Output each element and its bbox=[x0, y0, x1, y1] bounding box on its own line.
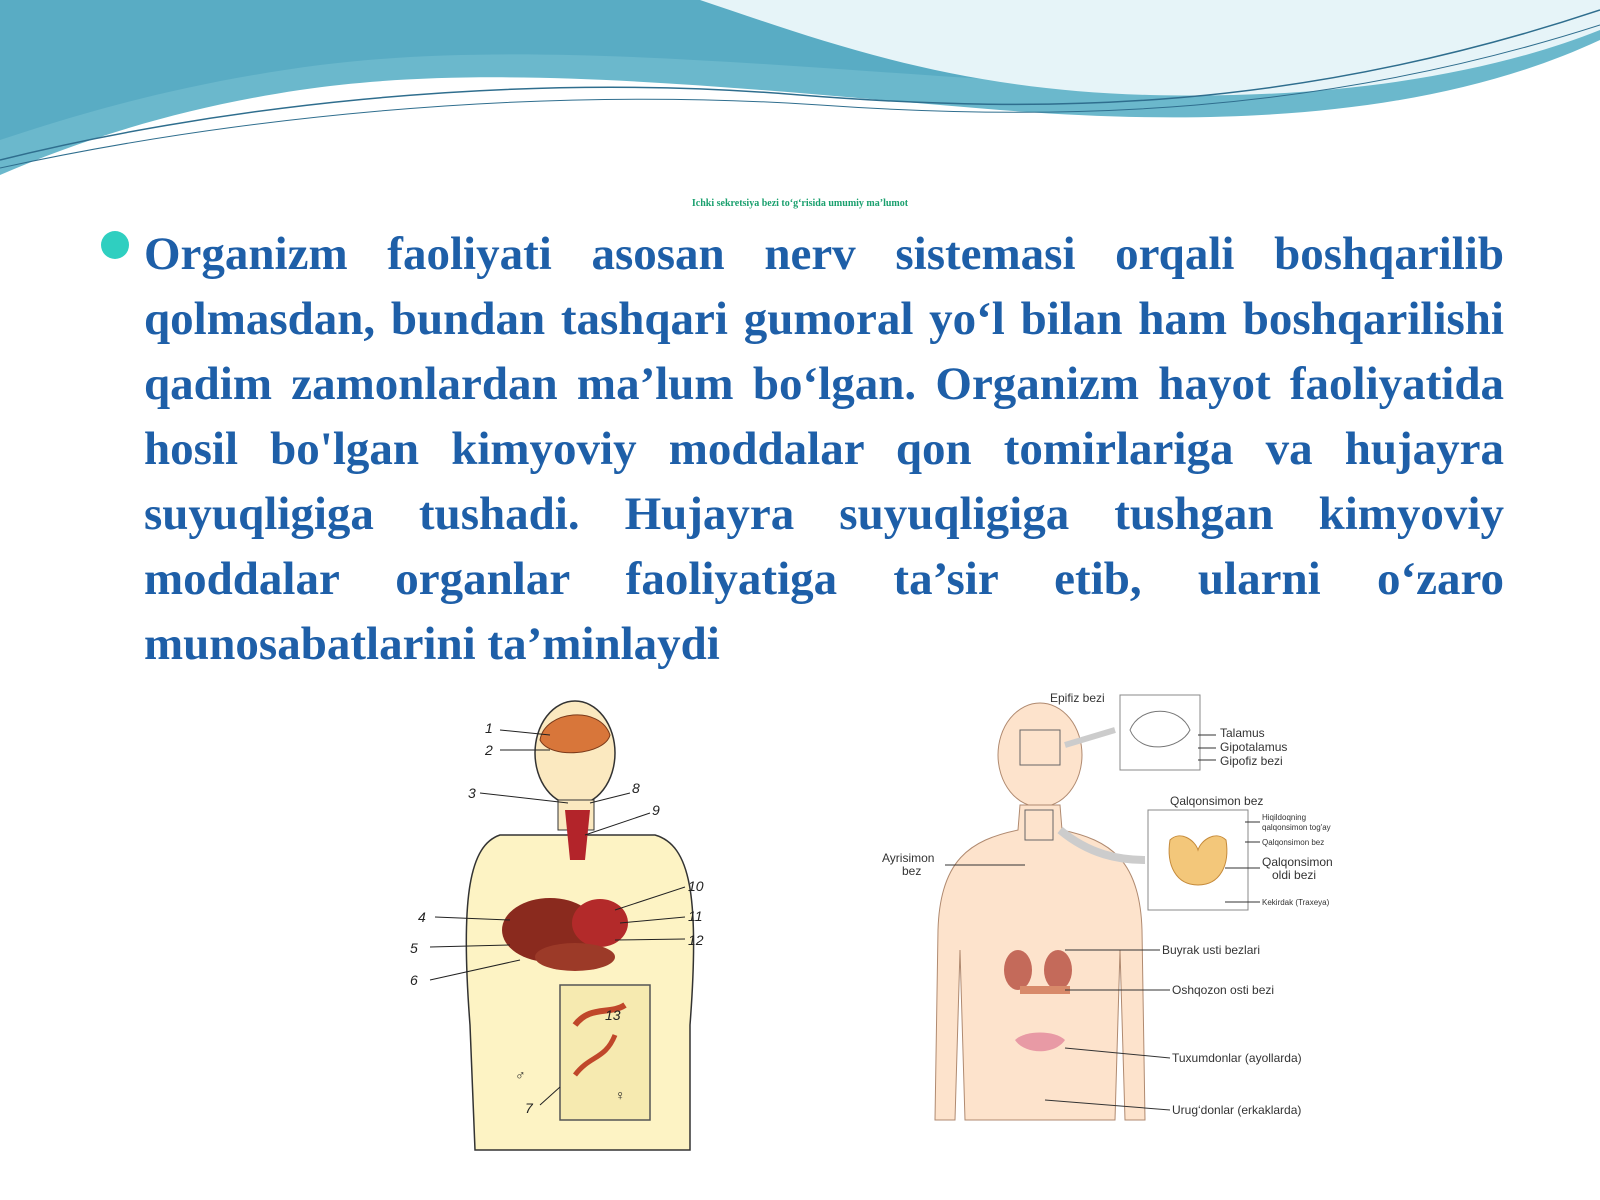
organ-number-11: 11 bbox=[688, 908, 703, 924]
female-symbol: ♀ bbox=[615, 1087, 626, 1103]
organ-number-8: 8 bbox=[632, 780, 640, 796]
body-organs-figure bbox=[400, 695, 730, 1155]
label-hiqildoq-2: qalqonsimon tog'ay bbox=[1262, 823, 1331, 832]
organ-number-1: 1 bbox=[485, 720, 493, 736]
label-ayrisimon-2: bez bbox=[902, 864, 922, 878]
label-kekirdak: Kekirdak (Traxeya) bbox=[1262, 898, 1330, 907]
organ-number-13: 13 bbox=[605, 1007, 621, 1023]
endocrine-glands-figure bbox=[880, 690, 1380, 1160]
label-gipofiz: Gipofiz bezi bbox=[1220, 754, 1283, 768]
bullet-icon bbox=[101, 231, 129, 259]
organ-number-7: 7 bbox=[525, 1100, 533, 1116]
label-buyrak: Buyrak usti bezlari bbox=[1162, 943, 1261, 957]
label-qalqon-oldi-2: oldi bezi bbox=[1272, 868, 1317, 882]
organ-number-3: 3 bbox=[468, 785, 476, 801]
label-tuxumdon: Tuxumdonlar (ayollarda) bbox=[1172, 1051, 1302, 1065]
label-qalqonsimon-small: Qalqonsimon bez bbox=[1262, 838, 1325, 847]
label-epifiz: Epifiz bezi bbox=[1050, 691, 1105, 705]
organ-number-10: 10 bbox=[688, 878, 704, 894]
organ-number-2: 2 bbox=[485, 742, 493, 758]
label-talamus: Talamus bbox=[1220, 726, 1265, 740]
label-urugdon: Urug‘donlar (erkaklarda) bbox=[1172, 1103, 1302, 1117]
organ-number-5: 5 bbox=[410, 940, 418, 956]
organ-number-9: 9 bbox=[652, 802, 660, 818]
main-paragraph: Organizm faoliyati asosan nerv sistemasi orqali boshqarilib qolmasdan, bundan tashqari gumoral yo‘l bilan ham boshqarilishi qadim zamonlardan ma’lum bo‘lgan. Organizm hayot faoliyatida hosil bo'lgan kimyoviy moddalar qon tomirlariga va hujayra suyuqligiga tushadi. Hujayra suyuqligiga tushgan kimyoviy moddalar organlar faoliyatiga ta’sir etib, ularni o‘zaro munosabatlarini ta’minlaydi bbox=[144, 228, 1504, 670]
organ-number-6: 6 bbox=[410, 972, 418, 988]
organ-number-4: 4 bbox=[418, 909, 426, 925]
label-qalqon-oldi-1: Qalqonsimon bbox=[1262, 855, 1333, 869]
header-wave-decoration bbox=[0, 0, 1600, 200]
label-gipotalamus: Gipotalamus bbox=[1220, 740, 1288, 754]
slide-subtitle: Ichki sekretsiya bezi to‘g‘risida umumiy ma’lumot bbox=[691, 198, 909, 209]
label-oshqozon: Oshqozon osti bezi bbox=[1172, 983, 1275, 997]
label-qalqonsimon-title: Qalqonsimon bez bbox=[1170, 794, 1264, 808]
male-symbol: ♂ bbox=[515, 1067, 526, 1083]
label-hiqildoq: Hiqildoqning bbox=[1262, 813, 1307, 822]
organ-number-12: 12 bbox=[688, 932, 704, 948]
label-ayrisimon-1: Ayrisimon bbox=[882, 851, 935, 865]
